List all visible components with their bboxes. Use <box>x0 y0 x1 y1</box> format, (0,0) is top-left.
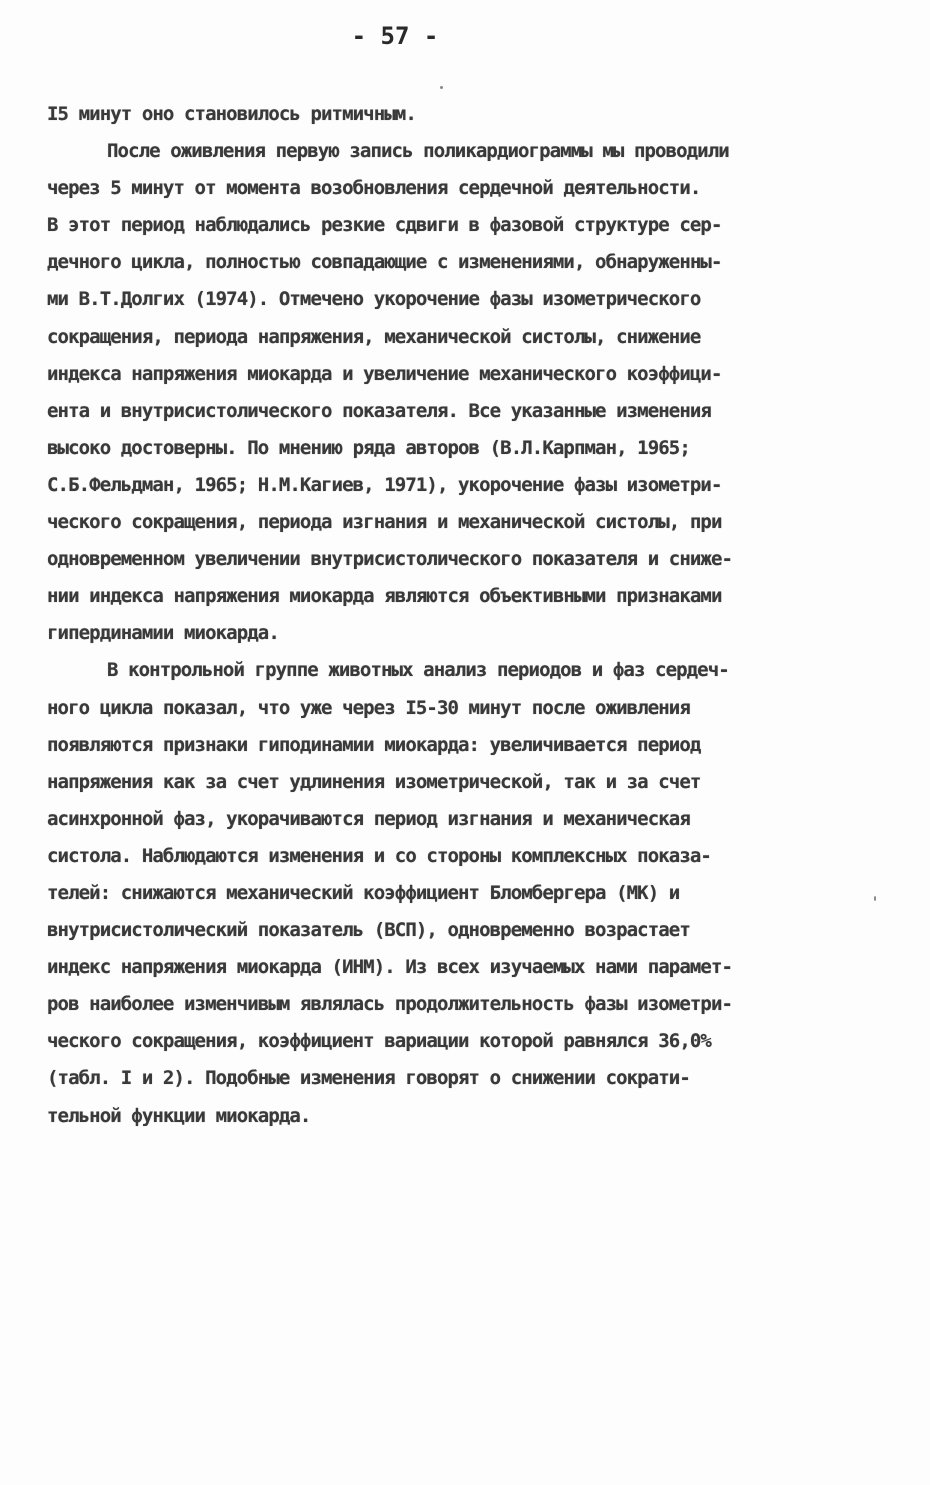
text-line: индекса напряжения миокарда и увеличение механического коэффици- <box>47 362 722 385</box>
text-line: В контрольной группе животных анализ периодов и фаз сердеч- <box>107 659 729 682</box>
text-line: гипердинамии миокарда. <box>47 622 279 645</box>
text-line: тельной функции миокарда. <box>47 1104 311 1127</box>
text-line: систола. Наблюдаются изменения и со стороны комплексных показа- <box>47 844 711 867</box>
text-line: ческого сокращения, периода изгнания и механической систолы, при <box>47 511 722 534</box>
scan-speck <box>440 86 443 89</box>
text-line: сокращения, периода напряжения, механической систолы, снижение <box>47 325 701 348</box>
text-line: индекс напряжения миокарда (ИНМ). Из всех изучаемых нами парамет- <box>47 956 733 979</box>
page-number: - 57 - <box>351 22 439 50</box>
text-line: ного цикла показал, что уже через I5-30 минут после оживления <box>47 696 690 719</box>
text-line: ров наиболее изменчивым являлась продолжительность фазы изометри- <box>47 993 733 1016</box>
text-line: ми В.Т.Долгих (1974). Отмечено укорочение фазы изометрического <box>47 288 701 311</box>
text-line: внутрисистолический показатель (ВСП), одновременно возрастает <box>47 919 690 942</box>
body-text <box>47 96 887 1135</box>
text-line: одновременном увеличении внутрисистолического показателя и сниже- <box>47 548 733 571</box>
text-line: появляются признаки гиподинамии миокарда: увеличивается период <box>47 733 701 756</box>
text-line: (табл. I и 2). Подобные изменения говорят о снижении сократи- <box>47 1067 690 1090</box>
text-line: После оживления первую запись поликардиограммы мы проводили <box>107 140 729 163</box>
text-line: напряжения как за счет удлинения изометрической, так и за счет <box>47 770 701 793</box>
text-line: В этот период наблюдались резкие сдвиги в фазовой структуре сер- <box>47 214 722 237</box>
text-line: через 5 минут от момента возобновления сердечной деятельности. <box>47 177 701 200</box>
text-line: нии индекса напряжения миокарда являются объективными признаками <box>47 585 722 608</box>
text-line: С.Б.Фельдман, 1965; Н.М.Кагиев, 1971), укорочение фазы изометри- <box>47 473 722 496</box>
scan-speck <box>874 896 876 901</box>
text-line: I5 минут оно становилось ритмичным. <box>47 103 416 125</box>
text-line: ческого сокращения, коэффициент вариации которой равнялся 36,0% <box>47 1030 711 1053</box>
text-line: асинхронной фаз, укорачиваются период изгнания и механическая <box>47 807 690 830</box>
text-line: ента и внутрисистолического показателя. Все указанные изменения <box>47 399 711 422</box>
text-line: высоко достоверны. По мнению ряда авторов (В.Л.Карпман, 1965; <box>47 436 690 459</box>
text-line: телей: снижаются механический коэффициент Бломбергера (МК) и <box>47 881 680 904</box>
text-line: дечного цикла, полностью совпадающие с изменениями, обнаруженны- <box>47 251 722 274</box>
